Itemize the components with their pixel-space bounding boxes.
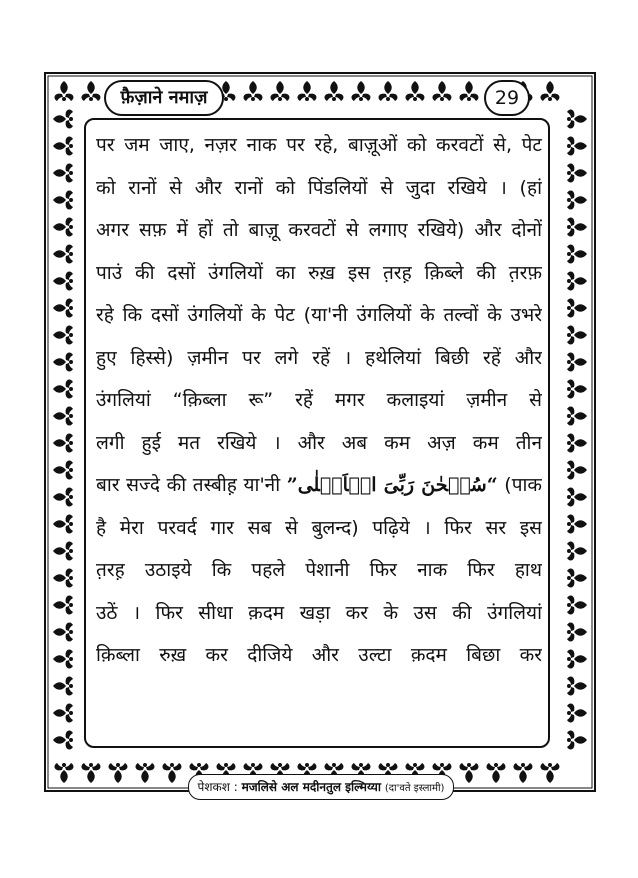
- fleur-motif: [567, 488, 587, 507]
- fleur-motif: [567, 731, 587, 750]
- fleur-motif: [53, 650, 73, 669]
- body-text: [96, 124, 542, 677]
- fleur-motif: [567, 434, 587, 453]
- fleur-motif: [567, 650, 587, 669]
- page-number: 29: [484, 80, 530, 116]
- fleur-motif: [53, 380, 73, 399]
- text-line: क़िब्ला रुख़ कर दीजिये और उल्टा क़दम बिछा कर: [96, 644, 542, 666]
- text-line: है मेरा परवर्द गार सब से बुलन्द) पढ़िये । फिर सर इस: [96, 516, 542, 539]
- fleur-motif: [352, 81, 371, 101]
- fleur-motif: [53, 596, 73, 615]
- footer-label: पेशकश :: [197, 780, 238, 794]
- publisher-footer: [188, 774, 454, 800]
- text-line: अगर सफ़ में हों तो बाज़ू करवटों से लगाए रखिये) और दोनों: [96, 219, 542, 241]
- text-segment: बार सज्दे की तस्बीह़ या'नी: [96, 474, 281, 496]
- fleur-motif: [82, 763, 101, 783]
- text-line: को रानों से और रानों को पिंडलियों से जुदा रखिये । (हां: [96, 176, 542, 199]
- fleur-motif: [514, 763, 533, 783]
- fleur-motif: [567, 191, 587, 210]
- fleur-motif: [53, 245, 73, 264]
- fleur-motif: [379, 81, 398, 101]
- fleur-motif: [567, 353, 587, 372]
- text-line: लगी हुई मत रखिये । और अब कम अज़ कम तीन: [96, 431, 542, 454]
- fleur-motif: [567, 677, 587, 696]
- fleur-motif: [55, 763, 74, 783]
- fleur-motif: [53, 542, 73, 561]
- fleur-motif: [53, 299, 73, 318]
- text-line: त़रह़ उठाइये कि पहले पेशानी फिर नाक फिर हाथ: [96, 559, 542, 581]
- fleur-motif: [567, 299, 587, 318]
- fleur-motif: [433, 81, 452, 101]
- fleur-motif: [53, 434, 73, 453]
- fleur-motif: [53, 137, 73, 156]
- fleur-motif: [53, 191, 73, 210]
- fleur-motif: [406, 81, 425, 101]
- fleur-motif: [567, 569, 587, 588]
- fleur-motif: [567, 380, 587, 399]
- publisher-suffix: (दा'वते इस्लामी): [384, 783, 445, 794]
- fleur-motif: [53, 461, 73, 480]
- fleur-motif: [567, 407, 587, 426]
- fleur-motif: [567, 704, 587, 723]
- fleur-motif: [53, 353, 73, 372]
- text-line: पाउं की दसों उंगलियों का रुख़ इस त़रह़ क़िब्ले की त़रफ़: [96, 261, 542, 284]
- fleur-motif: [487, 763, 506, 783]
- fleur-motif: [82, 81, 101, 101]
- fleur-motif: [567, 218, 587, 237]
- fleur-motif: [325, 81, 344, 101]
- fleur-motif: [567, 137, 587, 156]
- fleur-motif: [567, 623, 587, 642]
- fleur-motif: [567, 272, 587, 291]
- text-line-with-arabic: [96, 464, 542, 507]
- fleur-motif: [567, 461, 587, 480]
- fleur-motif: [53, 407, 73, 426]
- fleur-motif: [109, 763, 128, 783]
- fleur-motif: [53, 677, 73, 696]
- arabic-tasbih: “سُبۡحٰنَ رَبِّیَ الۡاَعۡلٰی”: [286, 474, 498, 496]
- book-title: फ़ैज़ाने नमाज़: [104, 80, 224, 116]
- text-line: पर जम जाए, नज़र नाक पर रहे, बाज़ूओं को करवटों से, पेट: [96, 134, 542, 156]
- fleur-motif: [567, 326, 587, 345]
- fleur-motif: [271, 81, 290, 101]
- fleur-motif: [53, 272, 73, 291]
- fleur-motif: [460, 81, 479, 101]
- fleur-motif: [53, 704, 73, 723]
- fleur-motif: [163, 763, 182, 783]
- fleur-motif: [53, 218, 73, 237]
- fleur-motif: [53, 110, 73, 129]
- fleur-motif: [541, 763, 560, 783]
- fleur-motif: [53, 326, 73, 345]
- fleur-motif: [53, 164, 73, 183]
- fleur-motif: [460, 763, 479, 783]
- text-line: उठें । फिर सीधा क़दम खड़ा कर के उस की उंगलियां: [96, 601, 542, 624]
- publisher-name: मजलिसे अल मदीनतुल इल्मिय्या: [241, 780, 381, 794]
- text-segment: (पाक: [504, 474, 542, 496]
- fleur-motif: [567, 515, 587, 534]
- fleur-motif: [567, 110, 587, 129]
- fleur-motif: [567, 245, 587, 264]
- fleur-motif: [136, 763, 155, 783]
- fleur-motif: [541, 81, 560, 101]
- fleur-motif: [567, 596, 587, 615]
- fleur-motif: [567, 164, 587, 183]
- fleur-motif: [55, 81, 74, 101]
- text-line: उंगलियां “क़िब्ला रू” रहें मगर कलाइयां ज़मीन से: [96, 389, 542, 411]
- fleur-motif: [567, 542, 587, 561]
- fleur-motif: [244, 81, 263, 101]
- text-line: रहे कि दसों उंगलियों के पेट (या'नी उंगलियों के तल्वों के उभरे: [96, 304, 542, 326]
- fleur-motif: [53, 731, 73, 750]
- text-line: हुए हिस्से) ज़मीन पर लगे रहें । हथेलियां बिछी रहें और: [96, 346, 542, 369]
- fleur-motif: [53, 569, 73, 588]
- fleur-motif: [53, 623, 73, 642]
- fleur-motif: [53, 488, 73, 507]
- fleur-motif: [298, 81, 317, 101]
- fleur-motif: [53, 515, 73, 534]
